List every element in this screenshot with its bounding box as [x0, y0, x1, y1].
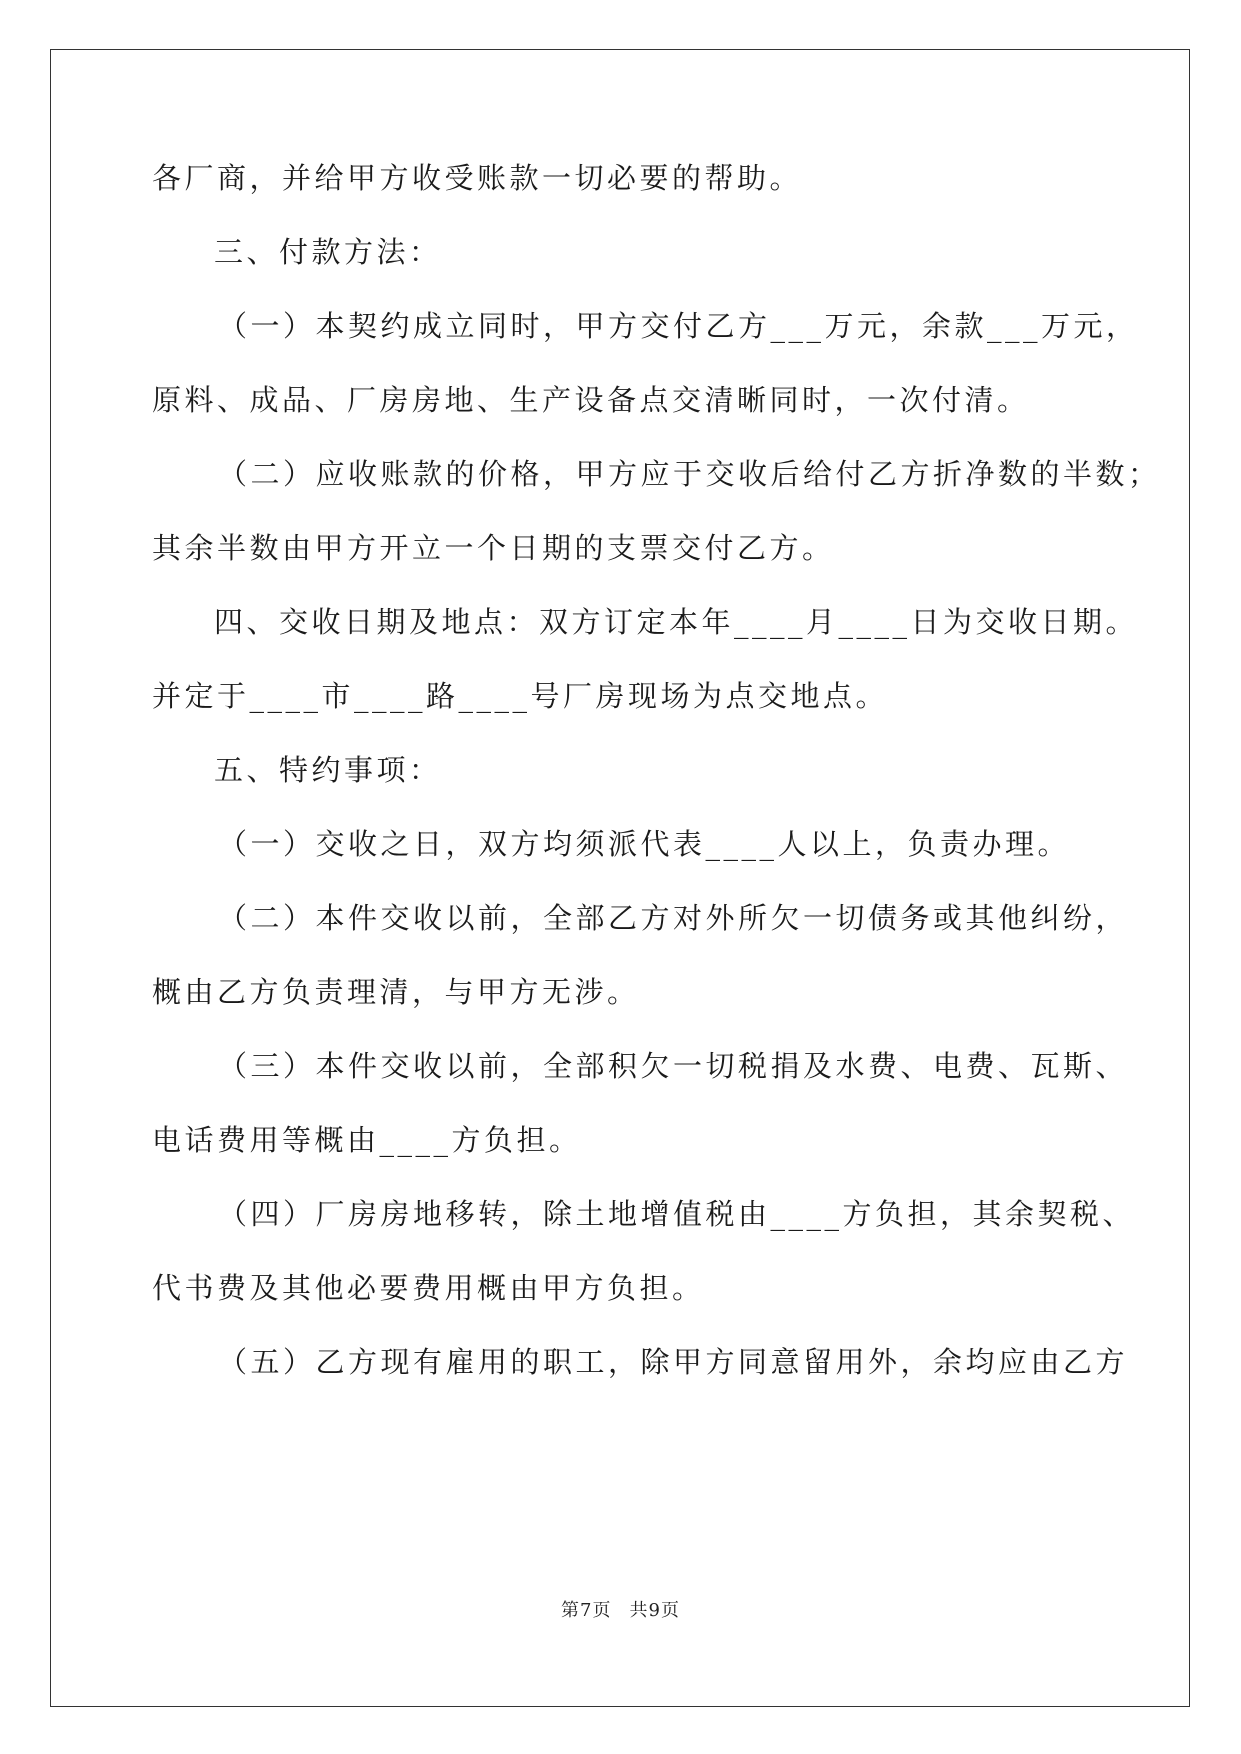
- text-line: 概由乙方负责理清，与甲方无涉。: [152, 975, 640, 1009]
- page-border: [50, 49, 1190, 1707]
- text-line: （五）乙方现有雇用的职工，除甲方同意留用外，余均应由乙方: [218, 1345, 1129, 1379]
- section-heading: 四、交收日期及地点：双方订定本年____月____日为交收日期。: [214, 605, 1139, 639]
- text-line: 电话费用等概由____方负担。: [152, 1123, 582, 1157]
- text-line: （一）交收之日，双方均须派代表____人以上，负责办理。: [218, 827, 1071, 861]
- text-line: 原料、成品、厂房房地、生产设备点交清晰同时，一次付清。: [152, 383, 1030, 417]
- section-heading: 三、付款方法：: [214, 235, 442, 269]
- text-line: 其余半数由甲方开立一个日期的支票交付乙方。: [152, 531, 835, 565]
- text-line: 并定于____市____路____号厂房现场为点交地点。: [152, 679, 889, 713]
- text-line: 代书费及其他必要费用概由甲方负担。: [152, 1271, 705, 1305]
- text-line: （二）本件交收以前，全部乙方对外所欠一切债务或其他纠纷，: [218, 901, 1129, 935]
- text-line: （四）厂房房地移转，除土地增值税由____方负担，其余契税、: [218, 1197, 1136, 1231]
- section-heading: 五、特约事项：: [214, 753, 442, 787]
- page-number: 第7页: [561, 1600, 612, 1621]
- text-line: （三）本件交收以前，全部积欠一切税捐及水费、电费、瓦斯、: [218, 1049, 1129, 1083]
- text-line: （二）应收账款的价格，甲方应于交收后给付乙方折净数的半数；: [218, 457, 1161, 491]
- page-total: 共9页: [629, 1600, 680, 1621]
- page-footer: [0, 1596, 1241, 1622]
- text-line: 各厂商，并给甲方收受账款一切必要的帮助。: [152, 161, 803, 195]
- text-line: （一）本契约成立同时，甲方交付乙方___万元，余款___万元，: [218, 309, 1139, 343]
